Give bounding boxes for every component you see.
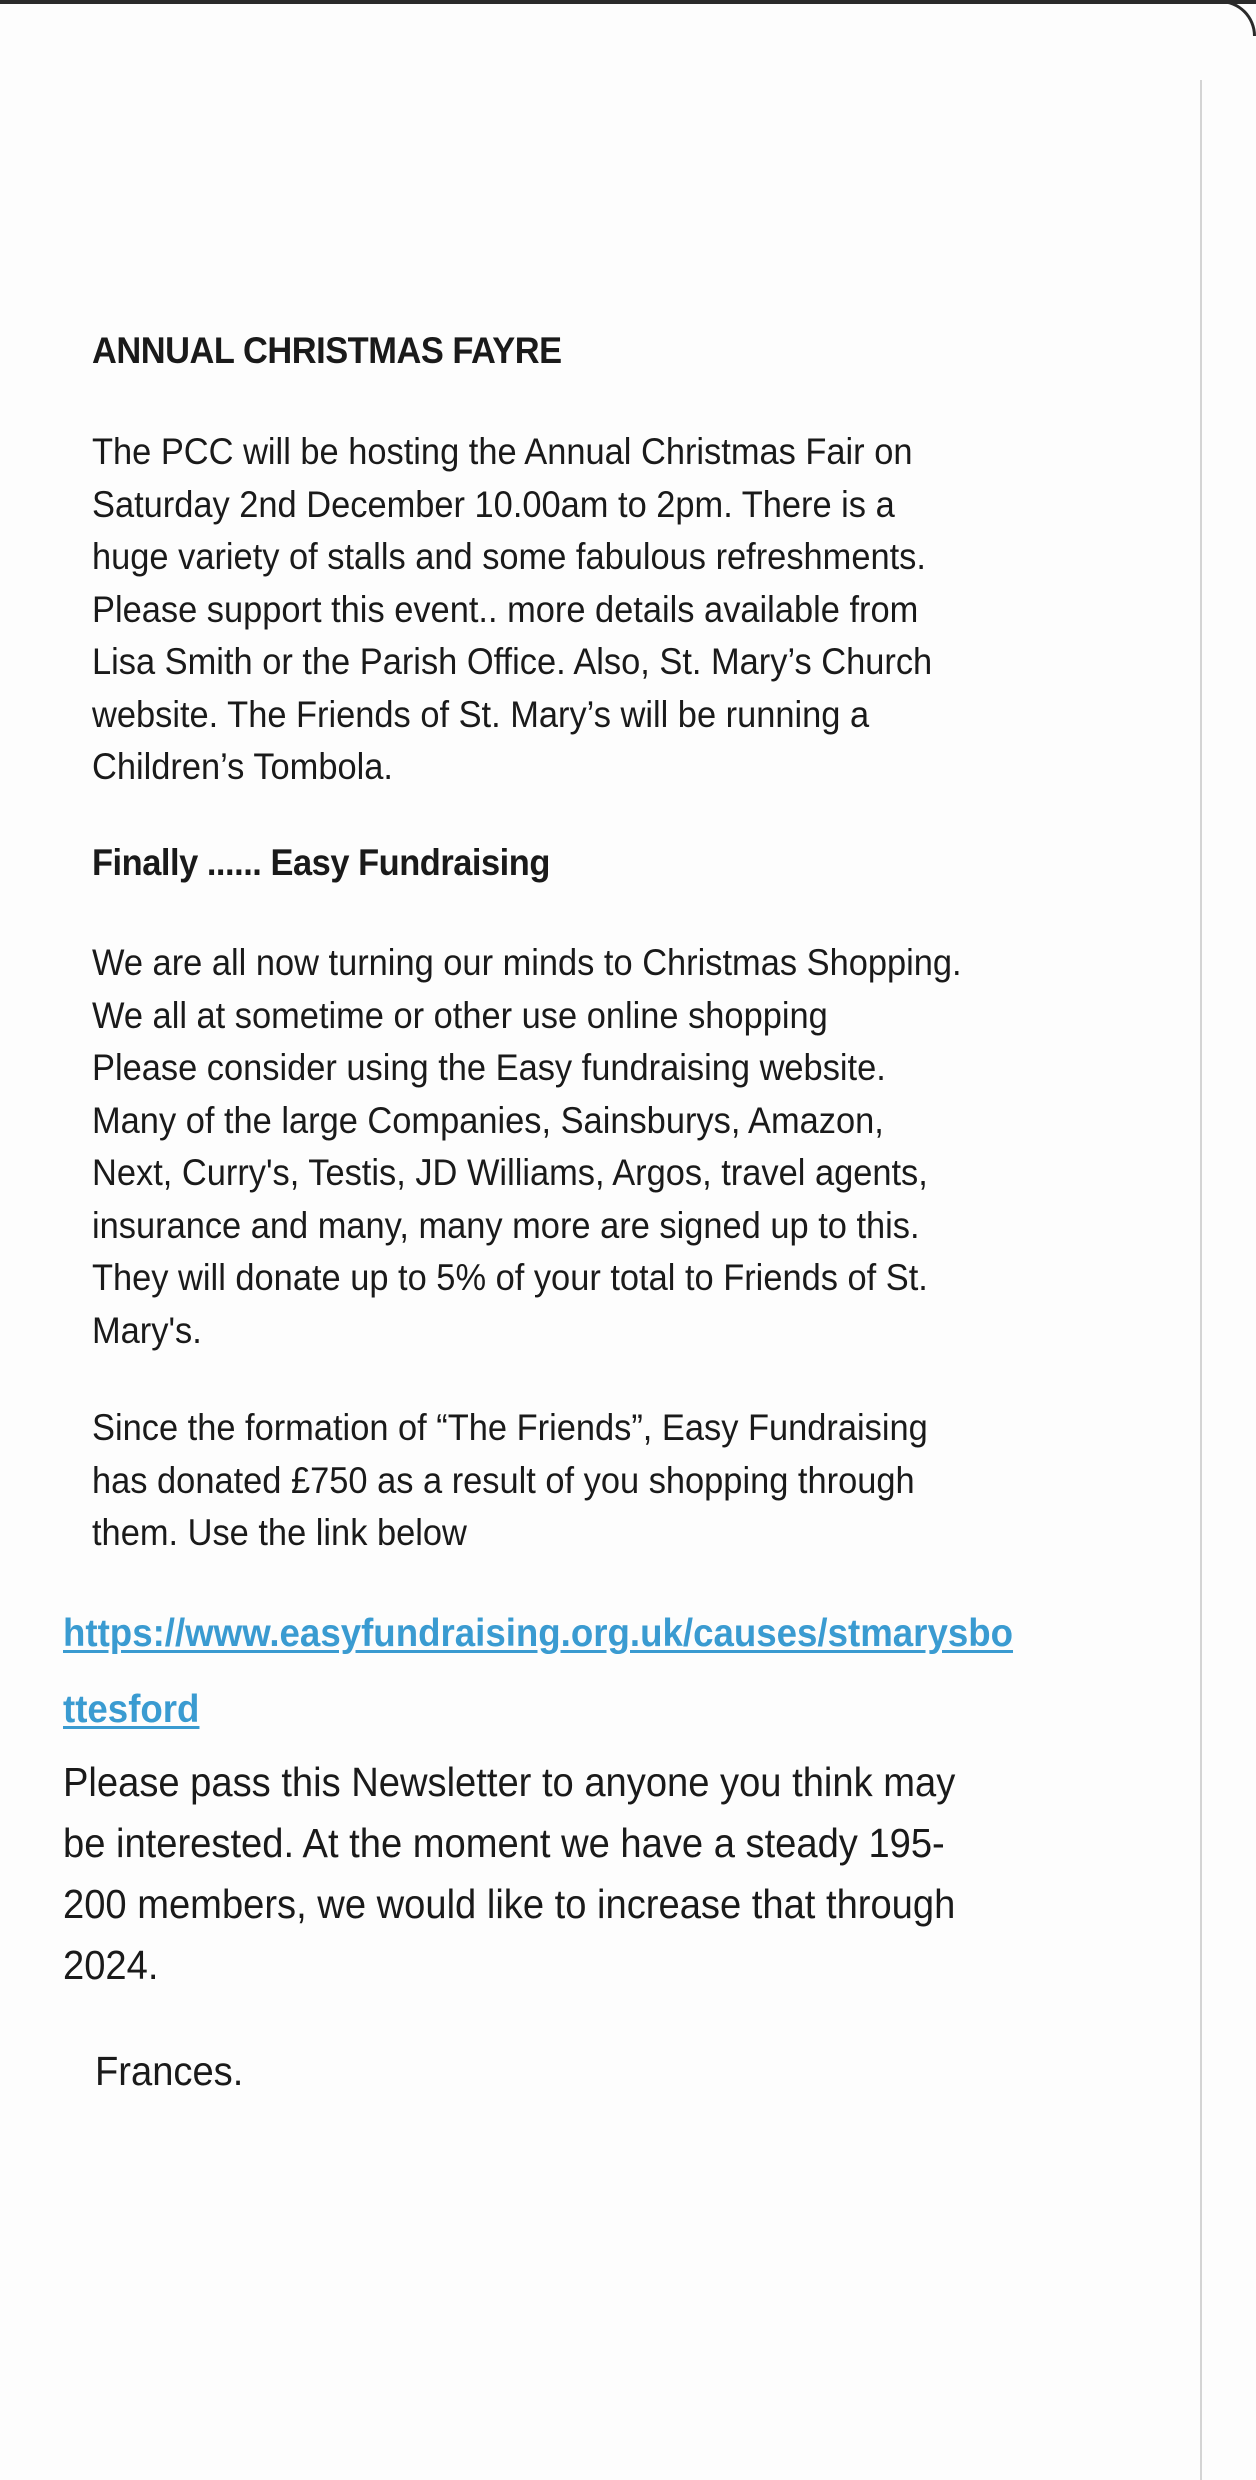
- paragraph-line: Please pass this Newsletter to anyone you think may: [63, 1759, 956, 1805]
- easy-fundraising-heading: Finally ...... Easy Fundraising: [92, 842, 550, 883]
- easy-fundraising-paragraph: [92, 937, 962, 1357]
- donation-paragraph: [92, 1402, 928, 1560]
- paragraph-line: We all at sometime or other use online shopping: [92, 994, 828, 1036]
- paragraph-line: Next, Curry's, Testis, JD Williams, Argos, travel agents,: [92, 1152, 928, 1193]
- paragraph-line: They will donate up to 5% of your total to Friends of St.: [92, 1257, 928, 1298]
- paragraph-line: 2024.: [63, 1942, 159, 1988]
- paragraph-line: Children’s Tombola.: [92, 746, 393, 787]
- paragraph-line: Please consider using the Easy fundraising website.: [92, 1047, 886, 1088]
- closing-paragraph: [63, 1752, 955, 1996]
- paragraph-line: website. The Friends of St. Mary’s will be running a: [92, 693, 870, 735]
- paragraph-line: has donated £750 as a result of you shopping through: [92, 1459, 915, 1501]
- paragraph-line: them. Use the link below: [92, 1512, 467, 1553]
- christmas-fayre-paragraph: [92, 426, 932, 794]
- paragraph-line: insurance and many, many more are signed up to this.: [92, 1204, 920, 1246]
- paragraph-line: Mary's.: [92, 1309, 202, 1351]
- page-fold-line: [1200, 80, 1202, 2480]
- paragraph-line: The PCC will be hosting the Annual Christmas Fair on: [92, 431, 913, 472]
- signature: Frances.: [95, 2048, 244, 2094]
- link-line[interactable]: https://www.easyfundraising.org.uk/causes/stmarysbo: [63, 1612, 1014, 1655]
- christmas-fayre-heading: ANNUAL CHRISTMAS FAYRE: [92, 330, 562, 371]
- paragraph-line: Please support this event.. more details available from: [92, 588, 919, 630]
- paragraph-line: Lisa Smith or the Parish Office. Also, St. Mary’s Church: [92, 641, 933, 682]
- page-top-edge: [0, 0, 1256, 4]
- paragraph-line: Many of the large Companies, Sainsburys, Amazon,: [92, 1099, 884, 1141]
- paragraph-line: Since the formation of “The Friends”, Easy Fundraising: [92, 1407, 928, 1448]
- paragraph-line: 200 members, we would like to increase that through: [63, 1881, 956, 1927]
- paragraph-line: huge variety of stalls and some fabulous refreshments.: [92, 536, 926, 577]
- easyfundraising-link[interactable]: [63, 1596, 1013, 1748]
- page-corner-edge: [1208, 0, 1256, 36]
- paragraph-line: We are all now turning our minds to Christmas Shopping.: [92, 942, 962, 983]
- paragraph-line: be interested. At the moment we have a steady 195-: [63, 1820, 945, 1866]
- paragraph-line: Saturday 2nd December 10.00am to 2pm. There is a: [92, 483, 895, 525]
- link-line[interactable]: ttesford: [63, 1688, 200, 1731]
